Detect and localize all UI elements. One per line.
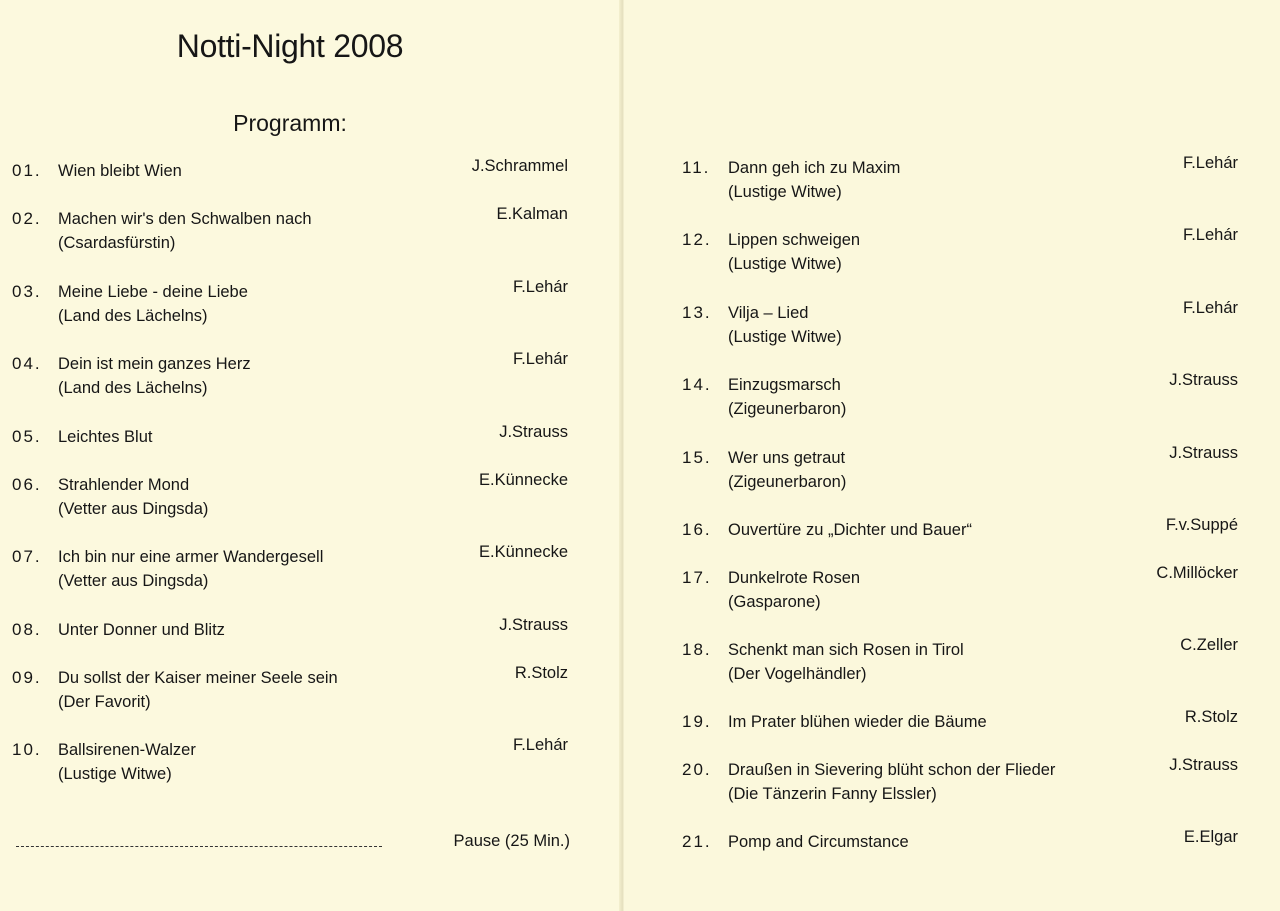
item-song xyxy=(58,354,438,400)
song-source: (Vetter aus Dingsda) xyxy=(58,500,209,518)
song-source: (Land des Lächelns) xyxy=(58,379,208,397)
song-source: (Land des Lächelns) xyxy=(58,307,208,325)
item-song xyxy=(58,209,438,255)
item-song xyxy=(728,568,1148,614)
composer: E.Künnecke xyxy=(479,471,568,489)
song-title: Einzugsmarsch xyxy=(728,376,841,394)
item-number: 18. xyxy=(682,640,712,659)
item-song xyxy=(728,712,1148,734)
item-number: 17. xyxy=(682,568,712,587)
composer: F.v.Suppé xyxy=(1165,516,1238,534)
song-title: Strahlender Mond xyxy=(58,476,190,494)
item-number: 05. xyxy=(12,427,42,446)
composer: J.Strauss xyxy=(1169,371,1238,389)
item-number: 07. xyxy=(12,547,42,566)
item-song xyxy=(58,161,438,183)
composer: F.Lehár xyxy=(1182,226,1238,244)
item-song xyxy=(58,282,438,328)
right-page xyxy=(624,0,1280,911)
song-source: (Vetter aus Dingsda) xyxy=(58,572,209,590)
composer: J.Strauss xyxy=(499,423,568,441)
item-song xyxy=(58,668,438,714)
item-number: 16. xyxy=(682,520,712,539)
item-number: 19. xyxy=(682,712,712,731)
program-item xyxy=(0,157,580,213)
item-song xyxy=(728,158,1148,204)
song-title: Ich bin nur eine armer Wandergesell xyxy=(58,548,324,566)
song-source: (Lustige Witwe) xyxy=(728,183,842,201)
item-song xyxy=(58,427,438,449)
item-number: 12. xyxy=(682,230,712,249)
item-song xyxy=(728,375,1148,421)
program-item xyxy=(0,350,580,406)
program-item xyxy=(624,154,1264,210)
item-number: 20. xyxy=(682,760,712,779)
composer: C.Millöcker xyxy=(1156,564,1238,582)
item-song xyxy=(728,520,1148,542)
program-item xyxy=(624,636,1264,692)
song-source: (Die Tänzerin Fanny Elssler) xyxy=(728,785,937,803)
item-song xyxy=(728,448,1148,494)
song-title: Leichtes Blut xyxy=(58,428,153,446)
program-item xyxy=(0,616,580,672)
item-number: 11. xyxy=(682,158,711,177)
program-item xyxy=(624,371,1264,427)
item-song xyxy=(728,760,1148,806)
item-song xyxy=(728,832,1148,854)
program-item xyxy=(624,564,1264,620)
song-title: Dunkelrote Rosen xyxy=(728,569,861,587)
item-number: 15. xyxy=(682,448,712,467)
composer: C.Zeller xyxy=(1180,636,1238,654)
song-source: (Gasparone) xyxy=(728,593,821,611)
song-title: Dein ist mein ganzes Herz xyxy=(58,355,251,373)
item-number: 13. xyxy=(682,303,712,322)
program-item xyxy=(624,444,1264,500)
song-source: (Der Vogelhändler) xyxy=(728,665,867,683)
song-source: (Lustige Witwe) xyxy=(728,255,842,273)
item-number: 06. xyxy=(12,475,42,494)
item-song xyxy=(58,740,438,786)
pause-label: Pause (25 Min.) xyxy=(453,832,570,850)
item-song xyxy=(728,303,1148,349)
program-item xyxy=(0,471,580,527)
song-title: Dann geh ich zu Maxim xyxy=(728,159,901,177)
item-song xyxy=(728,640,1148,686)
composer: J.Strauss xyxy=(1169,756,1238,774)
item-number: 02. xyxy=(12,209,42,228)
song-title: Wien bleibt Wien xyxy=(58,162,182,180)
song-title: Schenkt man sich Rosen in Tirol xyxy=(728,641,964,659)
program-item xyxy=(624,756,1264,812)
item-song xyxy=(58,547,438,593)
item-number: 04. xyxy=(12,354,42,373)
item-number: 21. xyxy=(682,832,712,851)
program-subtitle: Programm: xyxy=(233,110,347,136)
song-title: Machen wir's den Schwalben nach xyxy=(58,210,312,228)
item-number: 14. xyxy=(682,375,712,394)
composer: F.Lehár xyxy=(1182,299,1238,317)
program-item xyxy=(624,299,1264,355)
song-source: (Zigeunerbaron) xyxy=(728,400,847,418)
left-page xyxy=(0,0,622,911)
composer: E.Elgar xyxy=(1183,828,1238,846)
composer: J.Strauss xyxy=(1169,444,1238,462)
composer: F.Lehár xyxy=(512,350,568,368)
composer: E.Künnecke xyxy=(479,543,568,561)
item-number: 01. xyxy=(12,161,42,180)
composer: R.Stolz xyxy=(1184,708,1238,726)
item-song xyxy=(728,230,1148,276)
song-title: Meine Liebe - deine Liebe xyxy=(58,283,248,301)
song-source: (Zigeunerbaron) xyxy=(728,473,847,491)
song-title: Draußen in Sievering blüht schon der Flieder xyxy=(728,761,1056,779)
item-number: 09. xyxy=(12,668,42,687)
item-song xyxy=(58,620,438,642)
item-number: 10. xyxy=(12,740,42,759)
song-title: Vilja – Lied xyxy=(728,304,809,322)
program-item xyxy=(0,205,580,261)
program-title: Notti-Night 2008 xyxy=(176,28,404,64)
song-source: (Der Favorit) xyxy=(58,693,151,711)
song-title: Pomp and Circumstance xyxy=(728,833,909,851)
song-title: Im Prater blühen wieder die Bäume xyxy=(728,713,987,731)
composer: J.Strauss xyxy=(499,616,568,634)
song-source: (Csardasfürstin) xyxy=(58,234,176,252)
program-item xyxy=(0,278,580,334)
composer: F.Lehár xyxy=(1182,154,1238,172)
composer: J.Schrammel xyxy=(471,157,568,175)
song-source: (Lustige Witwe) xyxy=(58,765,172,783)
composer: R.Stolz xyxy=(514,664,568,682)
song-title: Ballsirenen-Walzer xyxy=(58,741,196,759)
composer: E.Kalman xyxy=(496,205,568,223)
program-item xyxy=(624,828,1264,884)
item-number: 03. xyxy=(12,282,42,301)
song-title: Wer uns getraut xyxy=(728,449,846,467)
pause-divider xyxy=(16,846,382,847)
song-title: Ouvertüre zu „Dichter und Bauer“ xyxy=(728,521,972,539)
program-item xyxy=(624,226,1264,282)
song-title: Unter Donner und Blitz xyxy=(58,621,225,639)
program-item xyxy=(0,543,580,599)
item-song xyxy=(58,475,438,521)
song-title: Lippen schweigen xyxy=(728,231,861,249)
item-number: 08. xyxy=(12,620,42,639)
composer: F.Lehár xyxy=(512,278,568,296)
song-title: Du sollst der Kaiser meiner Seele sein xyxy=(58,669,338,687)
composer: F.Lehár xyxy=(512,736,568,754)
program-item xyxy=(0,736,580,792)
program-item xyxy=(0,664,580,720)
song-source: (Lustige Witwe) xyxy=(728,328,842,346)
program-item xyxy=(624,708,1264,764)
